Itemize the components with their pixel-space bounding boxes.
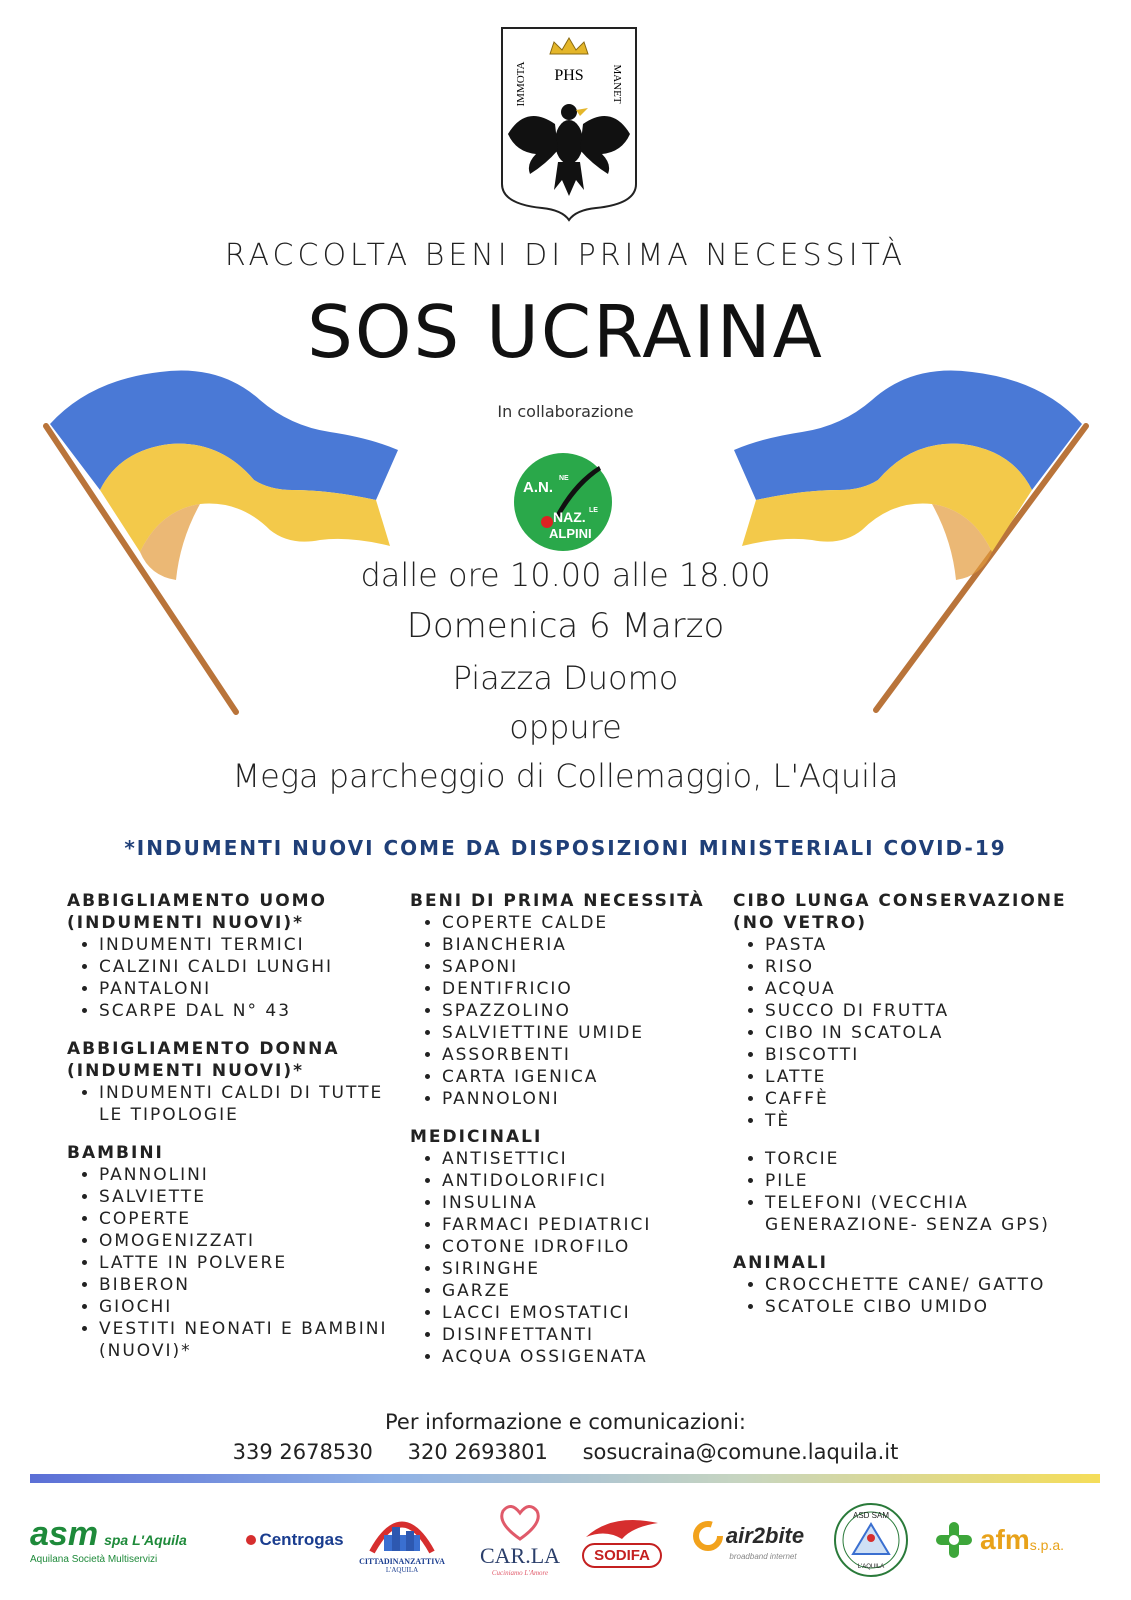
section-title: BENI DI PRIMA NECESSITÀ [410,891,705,911]
list-item: • FARMACI PEDIATRICI [442,1214,730,1236]
items-section [410,890,730,1110]
list-item: • SALVIETTINE UMIDE [442,1022,730,1044]
list-item: • CAFFÈ [765,1088,1113,1110]
crest-motto-left: IMMOTA [515,61,527,107]
airbite-sub: broadband internet [729,1551,797,1561]
sponsor-sodifa-logo [576,1500,668,1580]
items-list [410,912,730,1110]
ana-logo-sup2: LE [589,507,598,514]
contacts-line [0,1440,1131,1464]
sponsor-afm-logo [918,1500,1078,1580]
afm-name: afm [979,1524,1030,1555]
list-item: • SIRINGHE [442,1258,730,1280]
list-item: • ACQUA [765,978,1113,1000]
items-list [67,934,407,1022]
centrogas-name: Centrogas [259,1530,344,1549]
list-item: • SPAZZOLINO [442,1000,730,1022]
section-title: ANIMALI [733,1253,828,1273]
sodifa-name: SODIFA [582,1543,662,1568]
event-hours: dalle ore 10.00 alle 18.00 [360,556,771,594]
list-item: • LATTE IN POLVERE [99,1252,407,1274]
asd-sam-name: ASD SAM [852,1511,890,1520]
items-section [67,890,407,1022]
items-list [733,934,1113,1132]
items-section [733,1148,1113,1236]
afm-cross-icon [932,1518,976,1562]
list-item: • PILE [765,1170,1113,1192]
list-item: • ANTISETTICI [442,1148,730,1170]
phone-2[interactable]: 320 2693801 [407,1440,548,1464]
list-item: • TELEFONI (VECCHIA GENERAZIONE- SENZA GPS) [765,1192,1113,1236]
list-item: • CALZINI CALDI LUNGHI [99,956,407,978]
list-item: • LACCI EMOSTATICI [442,1302,730,1324]
list-item: • INDUMENTI CALDI DI TUTTE LE TIPOLOGIE [99,1082,407,1126]
items-section [733,890,1113,1132]
list-item: • GARZE [442,1280,730,1302]
airbite-icon [692,1520,724,1552]
asd-sam-sub: L'AQUILA [857,1564,885,1570]
list-item: • PASTA [765,934,1113,956]
items-column-2 [410,890,730,1384]
items-list [733,1148,1113,1236]
list-item: • CIBO IN SCATOLA [765,1022,1113,1044]
items-list [733,1274,1113,1318]
gradient-divider [30,1474,1100,1483]
list-item: • PANTALONI [99,978,407,1000]
sponsor-cittadinanzattiva-logo [352,1500,452,1580]
list-item: • LATTE [765,1066,1113,1088]
ana-logo-line3: ALPINI [549,526,592,541]
event-place-2: Mega parcheggio di Collemaggio, L'Aquila [232,757,899,795]
sponsor-centrogas-logo [234,1500,356,1580]
list-item: • TORCIE [765,1148,1113,1170]
items-section [733,1252,1113,1318]
list-item: • ASSORBENTI [442,1044,730,1066]
phone-1[interactable]: 339 2678530 [232,1440,373,1464]
sponsor-airbite-logo [678,1500,818,1580]
items-list [67,1082,407,1126]
ana-alpini-logo [513,452,613,552]
cittadinanzattiva-icon [362,1507,442,1557]
afm-sub: s.p.a. [1029,1537,1065,1553]
list-item: • PANNOLONI [442,1088,730,1110]
list-item: • RISO [765,956,1113,978]
ana-logo-sup1: NE [559,475,569,482]
items-column-3 [733,890,1113,1334]
list-item: • CARTA IGENICA [442,1066,730,1088]
list-item: • ACQUA OSSIGENATA [442,1346,730,1368]
list-item: • SUCCO DI FRUTTA [765,1000,1113,1022]
list-item: • CROCCHETTE CANE/ GATTO [765,1274,1113,1296]
list-item: • SAPONI [442,956,730,978]
carla-sub: Cuciniamo L'Amore [491,1569,549,1577]
list-item: • SCARPE DAL N° 43 [99,1000,407,1022]
asm-mark: asm [30,1515,99,1553]
sodifa-bird-icon [582,1513,662,1543]
list-item: • COPERTE [99,1208,407,1230]
crest-monogram: PHS [554,67,584,84]
carla-heart-icon [495,1503,545,1543]
crest-motto-right: MANET [611,64,623,104]
list-item: • ANTIDOLORIFICI [442,1170,730,1192]
sponsor-asm-logo [30,1500,230,1580]
event-or: oppure [509,708,622,746]
collaboration-label: In collaborazione [497,402,634,421]
list-item: • BIANCHERIA [442,934,730,956]
carla-name: CAR.LA [479,1543,561,1568]
event-place-1: Piazza Duomo [452,659,679,697]
list-item: • COTONE IDROFILO [442,1236,730,1258]
ana-logo-line1: A.N. [523,479,553,496]
page-title: SOS UCRAINA [307,290,824,374]
contact-email[interactable]: sosucraina@comune.laquila.it [582,1440,899,1464]
items-section [410,1126,730,1368]
list-item: • OMOGENIZZATI [99,1230,407,1252]
covid-note: *INDUMENTI NUOVI COME DA DISPOSIZIONI MINISTERIALI COVID-19 [124,836,1007,860]
cittadinanzattiva-sub: L'AQUILA [385,1565,419,1574]
list-item: • GIOCHI [99,1296,407,1318]
list-item: • DENTIFRICIO [442,978,730,1000]
items-column-1 [67,890,407,1378]
list-item: • DISINFETTANTI [442,1324,730,1346]
asm-subtitle: Aquilana Società Multiservizi [30,1554,158,1565]
list-item: • VESTITI NEONATI E BAMBINI (NUOVI)* [99,1318,407,1362]
asm-suffix: spa L'Aquila [104,1532,187,1548]
event-subtitle: RACCOLTA BENI DI PRIMA NECESSITÀ [224,238,907,273]
items-list [67,1164,407,1362]
list-item: • INDUMENTI TERMICI [99,934,407,956]
airbite-name: air2bite [725,1522,805,1548]
list-item: • BIBERON [99,1274,407,1296]
list-item: • BISCOTTI [765,1044,1113,1066]
list-item: • INSULINA [442,1192,730,1214]
items-list [410,1148,730,1368]
cittadinanzattiva-name: CITTADINANZATTIVA [359,1556,445,1566]
list-item: • SCATOLE CIBO UMIDO [765,1296,1113,1318]
section-title: ABBIGLIAMENTO DONNA (INDUMENTI NUOVI)* [67,1039,340,1081]
asd-sam-badge-icon [831,1500,911,1580]
section-title: CIBO LUNGA CONSERVAZIONE (NO VETRO) [733,891,1067,933]
event-date: Domenica 6 Marzo [406,606,725,646]
list-item: • SALVIETTE [99,1186,407,1208]
sponsor-carla-logo [470,1500,570,1580]
centrogas-dot-icon [246,1535,256,1545]
sponsor-asd-sam-logo [828,1500,914,1580]
list-item: • COPERTE CALDE [442,912,730,934]
ana-logo-line2: NAZ. [553,509,586,525]
city-crest-logo [496,24,642,222]
items-section [67,1142,407,1362]
list-item: • TÈ [765,1110,1113,1132]
list-item: • PANNOLINI [99,1164,407,1186]
section-title: MEDICINALI [410,1127,543,1147]
contacts-label: Per informazione e comunicazioni: [385,1410,746,1434]
section-title: ABBIGLIAMENTO UOMO (INDUMENTI NUOVI)* [67,891,328,933]
items-section [67,1038,407,1126]
section-title: BAMBINI [67,1143,164,1163]
